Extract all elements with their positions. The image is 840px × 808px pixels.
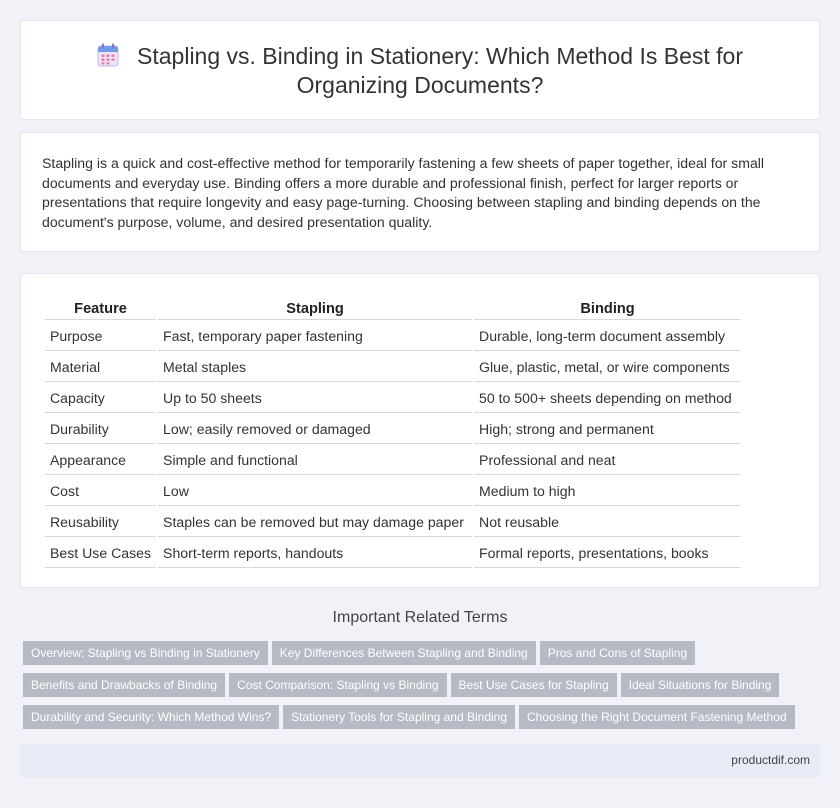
cell-stapling: Short-term reports, handouts <box>158 539 472 568</box>
page-title <box>61 42 779 100</box>
related-term-link[interactable]: Pros and Cons of Stapling <box>540 641 695 665</box>
cell-binding: Durable, long-term document assembly <box>474 322 741 351</box>
related-term-link[interactable]: Choosing the Right Document Fastening Method <box>519 705 794 729</box>
table-header-row <box>45 297 741 320</box>
header-binding: Binding <box>474 297 741 320</box>
cell-stapling: Simple and functional <box>158 446 472 475</box>
calendar-icon <box>97 43 119 67</box>
footer-site-link[interactable]: productdif.com <box>731 753 810 767</box>
cell-feature: Durability <box>45 415 156 444</box>
intro-card <box>20 132 820 252</box>
cell-stapling: Metal staples <box>158 353 472 382</box>
related-term-link[interactable]: Ideal Situations for Binding <box>621 673 780 697</box>
header-card <box>20 20 820 120</box>
header-stapling: Stapling <box>158 297 472 320</box>
table-row <box>45 384 741 413</box>
header-feature: Feature <box>45 297 156 320</box>
related-terms-title: Important Related Terms <box>332 609 508 626</box>
table-row <box>45 353 741 382</box>
cell-binding: Professional and neat <box>474 446 741 475</box>
cell-feature: Appearance <box>45 446 156 475</box>
related-term-link[interactable]: Cost Comparison: Stapling vs Binding <box>229 673 446 697</box>
cell-stapling: Fast, temporary paper fastening <box>158 322 472 351</box>
cell-stapling: Up to 50 sheets <box>158 384 472 413</box>
related-term-link[interactable]: Best Use Cases for Stapling <box>451 673 617 697</box>
cell-binding: High; strong and permanent <box>474 415 741 444</box>
related-terms-list <box>23 641 823 737</box>
related-term-link[interactable]: Benefits and Drawbacks of Binding <box>23 673 225 697</box>
cell-binding: Formal reports, presentations, books <box>474 539 741 568</box>
comparison-card <box>20 273 820 588</box>
cell-binding: Glue, plastic, metal, or wire components <box>474 353 741 382</box>
cell-feature: Cost <box>45 477 156 506</box>
page-title-text: Stapling vs. Binding in Stationery: Which Method Is Best for Organizing Documents? <box>137 43 743 98</box>
cell-stapling: Staples can be removed but may damage paper <box>158 508 472 537</box>
cell-stapling: Low <box>158 477 472 506</box>
related-term-link[interactable]: Key Differences Between Stapling and Binding <box>272 641 536 665</box>
comparison-table <box>43 295 743 570</box>
cell-feature: Capacity <box>45 384 156 413</box>
table-row <box>45 508 741 537</box>
cell-binding: 50 to 500+ sheets depending on method <box>474 384 741 413</box>
cell-feature: Best Use Cases <box>45 539 156 568</box>
table-row <box>45 322 741 351</box>
tag-row <box>23 641 823 673</box>
related-term-link[interactable]: Durability and Security: Which Method Wins? <box>23 705 279 729</box>
table-row <box>45 415 741 444</box>
cell-binding: Medium to high <box>474 477 741 506</box>
cell-feature: Material <box>45 353 156 382</box>
tag-row <box>23 673 823 705</box>
table-row <box>45 539 741 568</box>
cell-binding: Not reusable <box>474 508 741 537</box>
cell-stapling: Low; easily removed or damaged <box>158 415 472 444</box>
cell-feature: Purpose <box>45 322 156 351</box>
related-term-link[interactable]: Stationery Tools for Stapling and Binding <box>283 705 515 729</box>
table-row <box>45 446 741 475</box>
related-term-link[interactable]: Overview: Stapling vs Binding in Stationery <box>23 641 268 665</box>
table-row <box>45 477 741 506</box>
tag-row <box>23 705 823 737</box>
intro-paragraph: Stapling is a quick and cost-effective method for temporarily fastening a few sheets of paper together, ideal for small documents and everyday use. Binding offers a more durable and professional finish, perfect for larger reports or presentations that require longevity and easy page-turning. Choosing between stapling and binding depends on the document's purpose, volume, and desired presentation quality. <box>42 155 765 231</box>
footer <box>20 744 820 777</box>
cell-feature: Reusability <box>45 508 156 537</box>
